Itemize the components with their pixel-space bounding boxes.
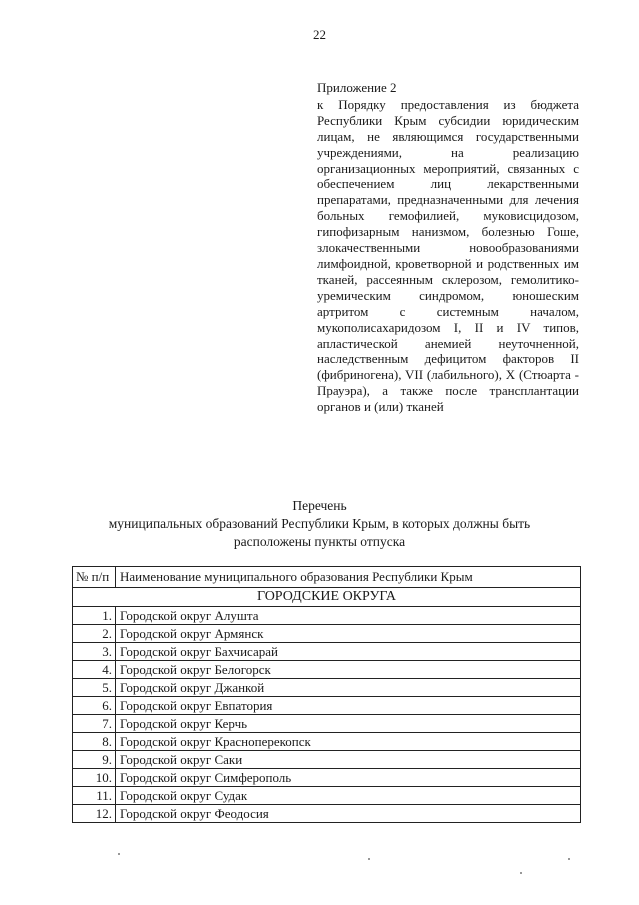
appendix-block (317, 80, 579, 415)
table-row (73, 661, 581, 679)
page-number: 22 (313, 27, 326, 42)
row-number: 8. (73, 733, 116, 751)
list-subtitle: муниципальных образований Республики Крым, в которых должны быть расположены пункты отпуска (108, 516, 531, 549)
row-number: 7. (73, 715, 116, 733)
table-row (73, 679, 581, 697)
row-number: 4. (73, 661, 116, 679)
row-name: Городской округ Симферополь (116, 769, 581, 787)
scan-speck (368, 858, 370, 860)
column-header-name: Наименование муниципального образования Республики Крым (116, 567, 581, 588)
municipalities-table (72, 566, 581, 823)
table-row (73, 625, 581, 643)
table-row (73, 715, 581, 733)
scan-speck (520, 872, 522, 874)
row-number: 1. (73, 607, 116, 625)
list-title: Перечень (292, 498, 347, 513)
row-number: 5. (73, 679, 116, 697)
row-number: 12. (73, 805, 116, 823)
row-name: Городской округ Керчь (116, 715, 581, 733)
table-row (73, 697, 581, 715)
appendix-body: к Порядку предоставления из бюджета Республики Крым субсидии юридическим лицам, не являющимся государственными учреждениями, на реализацию организационных мероприятий, связанных с обеспечением лиц лекарственными препаратами, предназначенными для лечения больных гемофилией, муковисцидозом, гипофизарным нанизмом, болезнью Гоше, злокачественными новообразованиями лимфоидной, кроветворной и родственных им тканей, рассеянным склерозом, гемолитико-уремическим синдромом, юношеским артритом с системным началом, мукополисахаридозом I, II и IV типов, апластической анемией неуточненной, наследственным дефицитом факторов II (фибриногена), VII (лабильного), X (Стюарта - Прауэра), а также после трансплантации органов и (или) тканей (317, 96, 579, 415)
list-heading (0, 497, 639, 551)
row-name: Городской округ Евпатория (116, 697, 581, 715)
row-number: 10. (73, 769, 116, 787)
row-number: 6. (73, 697, 116, 715)
table-row (73, 751, 581, 769)
scan-speck (118, 853, 120, 855)
table-row (73, 769, 581, 787)
scan-speck (568, 858, 570, 860)
section-title: ГОРОДСКИЕ ОКРУГА (73, 588, 581, 607)
row-name: Городской округ Алушта (116, 607, 581, 625)
row-name: Городской округ Красноперекопск (116, 733, 581, 751)
table-row (73, 787, 581, 805)
row-number: 3. (73, 643, 116, 661)
section-row (73, 588, 581, 607)
table-row (73, 733, 581, 751)
table-row (73, 607, 581, 625)
row-name: Городской округ Судак (116, 787, 581, 805)
table-row (73, 805, 581, 823)
appendix-title: Приложение 2 (317, 80, 397, 95)
row-name: Городской округ Саки (116, 751, 581, 769)
table-header-row (73, 567, 581, 588)
row-name: Городской округ Армянск (116, 625, 581, 643)
row-name: Городской округ Феодосия (116, 805, 581, 823)
row-name: Городской округ Бахчисарай (116, 643, 581, 661)
row-name: Городской округ Белогорск (116, 661, 581, 679)
row-name: Городской округ Джанкой (116, 679, 581, 697)
row-number: 11. (73, 787, 116, 805)
table-row (73, 643, 581, 661)
column-header-number: № п/п (73, 567, 116, 588)
row-number: 9. (73, 751, 116, 769)
row-number: 2. (73, 625, 116, 643)
